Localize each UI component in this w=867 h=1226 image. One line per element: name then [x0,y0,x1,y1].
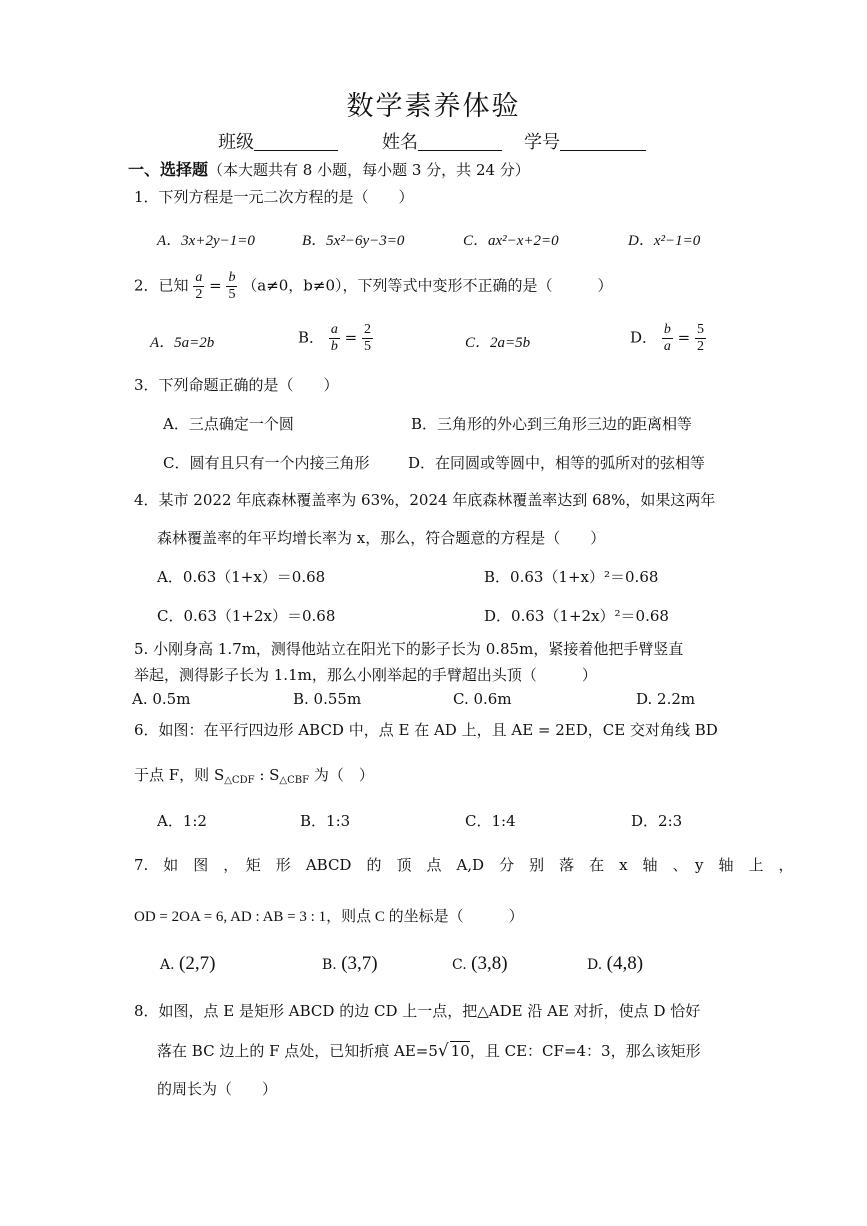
frac-num: 5 [696,322,704,337]
section-title: 一、选择题 [128,160,209,179]
q6-option-a: A．1:2 [157,812,207,830]
q6-text: 于点 F，则 S [134,766,225,784]
fraction [662,322,673,355]
frac-num: b [228,270,236,285]
name-label: 姓名 [382,132,418,153]
q4-line1: 4．某市 2022 年底森林覆盖率为 63%，2024 年底森林覆盖率达到 68%，如果这两年 [134,491,716,509]
q7-option-c [452,953,508,975]
q4-option-c: C．0.63（1+2x）＝0.68 [157,607,336,625]
q8-radicand: 10 [450,1042,470,1060]
option-value: (3,7) [341,953,378,974]
q1-option-c: C．ax²−x+2=0 [463,233,559,249]
q7-line1: 7. 如 图 ， 矩 形 ABCD 的 顶 点 A,D 分 别 落 在 x 轴 、 y 轴 上 ， [134,856,794,874]
fraction [362,322,373,355]
id-field [524,128,646,154]
q8-line2 [157,1040,701,1061]
q7-option-d [587,953,643,975]
frac-num: 2 [363,322,371,337]
q6-option-c: C．1:4 [465,812,516,830]
frac-den: b [330,339,338,354]
option-label: A. [160,957,175,973]
q7-option-a [160,953,215,975]
q1-option-a: A．3x+2y−1=0 [157,233,255,249]
q4-option-b: B．0.63（1+x）²＝0.68 [484,568,659,586]
q2-fraction-a-2 [193,270,204,303]
page-title: 数学素养体验 [346,91,521,122]
q5-option-b: B. 0.55m [293,690,362,708]
q5-option-d: D. 2.2m [636,690,696,708]
name-field [382,128,502,154]
class-blank [254,132,338,151]
class-field [218,128,338,154]
frac-num: b [663,322,671,337]
q1-stem: 1．下列方程是一元二次方程的是（ ） [134,188,414,206]
frac-den: a [663,339,671,354]
frac-den: 2 [195,287,203,302]
q1-option-b: B．5x²−6y−3=0 [302,233,405,249]
q3-option-a: A．三点确定一个圆 [163,415,294,433]
frac-den: 5 [363,339,371,354]
q5-line1: 5. 小刚身高 1.7m，测得他站立在阳光下的影子长为 0.85m，紧接着他把手臂竖直 [134,640,684,658]
q6-text: 为（ ） [309,766,374,784]
frac-num: a [195,270,203,285]
option-value: (4,8) [606,953,644,974]
q3-option-b: B．三角形的外心到三角形三边的距离相等 [411,415,693,433]
q2-stem [134,270,613,303]
id-blank [560,132,646,151]
q4-option-d: D．0.63（1+2x）²＝0.68 [484,607,669,625]
frac-den: 2 [696,339,704,354]
q2-option-a: A．5a=2b [150,335,215,351]
q8-line3: 的周长为（ ） [157,1080,278,1098]
frac-num: a [330,322,338,337]
q8-text: 落在 BC 边上的 F 点处，已知折痕 AE=5 [157,1042,438,1060]
frac-den: 5 [228,287,236,302]
q2-option-d [630,322,706,355]
q4-option-a: A．0.63（1+x）＝0.68 [157,568,326,586]
section-heading [128,157,530,180]
q7-line2: OD = 2OA = 6, AD : AB = 3 : 1，则点 C 的坐标是（ ） [134,909,524,925]
q2-option-b [298,322,373,355]
q2-equals: = [209,276,222,295]
q4-line2: 森林覆盖率的年平均增长率为 x，那么，符合题意的方程是（ ） [157,529,606,547]
q3-stem: 3．下列命题正确的是（ ） [134,376,339,394]
fraction [329,322,340,355]
name-blank [418,132,502,151]
id-label: 学号 [524,132,560,153]
option-label: D． [630,328,658,347]
q6-subscript: △CBF [279,775,310,786]
q2-option-c: C．2a=5b [465,335,531,351]
q6-line2 [134,764,374,786]
option-value: (2,7) [179,953,216,974]
section-note: （本大题共有 8 小题，每小题 3 分，共 24 分） [208,161,530,179]
option-label: B． [298,328,325,347]
q6-line1: 6．如图：在平行四边形 ABCD 中，点 E 在 AD 上，且 AE = 2ED，CE 交对角线 BD [134,721,718,739]
q3-option-d: D．在同圆或等圆中，相等的弧所对的弦相等 [408,454,706,472]
q8-text: ，且 CE：CF=4：3，那么该矩形 [469,1042,701,1060]
equals: = [344,328,358,347]
option-value: (3,8) [471,953,508,974]
sqrt-icon: √ [437,1041,449,1061]
q6-text: : S [254,766,280,784]
q6-subscript: △CDF [224,775,255,786]
q2-fraction-b-5 [226,270,237,303]
equals: = [677,328,691,347]
q8-line1: 8．如图，点 E 是矩形 ABCD 的边 CD 上一点，把△ADE 沿 AE 对折，使点 D 恰好 [134,1002,701,1020]
option-label: B. [322,957,337,973]
q5-option-c: C. 0.6m [453,690,512,708]
q2-number: 2．已知 [134,276,189,295]
class-label: 班级 [218,132,254,153]
q5-option-a: A. 0.5m [132,690,191,708]
q5-line2: 举起，测得影子长为 1.1m，那么小刚举起的手臂超出头顶（ ） [134,666,597,684]
q6-option-b: B．1:3 [300,812,351,830]
option-label: C. [452,957,467,973]
q2-condition: （a≠0，b≠0），下列等式中变形不正确的是（ ） [242,276,613,295]
fraction [695,322,706,355]
q7-option-b [322,953,378,975]
q6-option-d: D．2:3 [631,812,683,830]
q3-option-c: C．圆有且只有一个内接三角形 [163,454,370,472]
option-label: D. [587,957,603,973]
q1-option-d: D．x²−1=0 [628,233,701,249]
